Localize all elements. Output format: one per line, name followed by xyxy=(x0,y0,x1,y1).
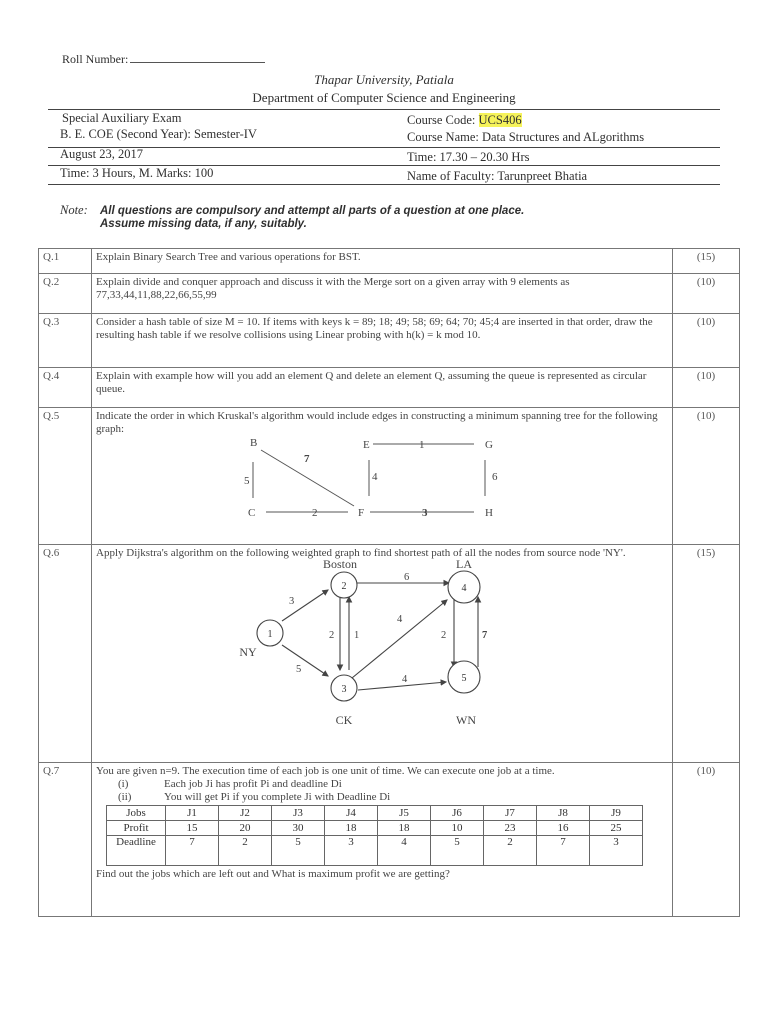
question-number: Q.7 xyxy=(39,763,92,917)
deadline-label: Deadline xyxy=(107,836,166,866)
kruskal-graph-container xyxy=(96,436,668,536)
node-c: C xyxy=(248,507,256,519)
question-text-q6 xyxy=(92,545,673,763)
city-ck: CK xyxy=(335,713,353,727)
deadline-cell: 7 xyxy=(537,836,590,866)
question-number: Q.4 xyxy=(39,368,92,408)
weight-2-3: 2 xyxy=(329,630,335,641)
profit-cell: 18 xyxy=(325,821,378,836)
deadline-row xyxy=(107,836,643,866)
questions-table xyxy=(38,248,740,917)
course-name: Course Name: Data Structures and ALgorithms xyxy=(407,130,645,144)
university-name: Thapar University, Patiala xyxy=(314,72,454,87)
jobs-header-cell: J6 xyxy=(431,806,484,821)
header-rule-2 xyxy=(48,147,720,148)
course-code-value: UCS406 xyxy=(478,113,522,127)
jobs-header-cell: J5 xyxy=(378,806,431,821)
department-name: Department of Computer Science and Engineering xyxy=(252,90,516,105)
profit-cell: 20 xyxy=(219,821,272,836)
deadline-cell: 4 xyxy=(378,836,431,866)
question-row xyxy=(39,314,740,368)
condition-1: (i) Each job Ji has profit Pi and deadline Di xyxy=(118,778,342,790)
jobs-header-cell: J2 xyxy=(219,806,272,821)
question-row xyxy=(39,249,740,274)
question-number: Q.3 xyxy=(39,314,92,368)
jobs-header-cell: J9 xyxy=(590,806,643,821)
profit-cell: 15 xyxy=(166,821,219,836)
question-marks: (15) xyxy=(673,545,740,763)
city-ny: NY xyxy=(239,645,257,659)
weight-3-2: 1 xyxy=(354,630,360,641)
kruskal-graph xyxy=(236,436,536,536)
question-number: Q.2 xyxy=(39,274,92,314)
weight-b-f: 7 xyxy=(304,453,310,465)
duration-marks: Time: 3 Hours, M. Marks: 100 xyxy=(60,166,214,180)
weight-e-f: 4 xyxy=(372,471,378,483)
jobs-table xyxy=(106,805,643,866)
profit-cell: 16 xyxy=(537,821,590,836)
deadline-cell: 3 xyxy=(325,836,378,866)
note-label: Note: xyxy=(60,203,88,217)
note-line-2: Assume missing data, if any, suitably. xyxy=(100,218,307,230)
condition-2: (ii) You will get Pi if you complete Ji with Deadline Di xyxy=(118,791,391,803)
exam-date: August 23, 2017 xyxy=(60,147,143,161)
q7-final-question: Find out the jobs which are left out and What is maximum profit we are getting? xyxy=(96,868,450,880)
header-rule-bottom xyxy=(48,184,720,185)
weight-f-h: 3 xyxy=(422,507,428,519)
profit-cell: 18 xyxy=(378,821,431,836)
node-e: E xyxy=(363,439,370,451)
weight-1-3: 5 xyxy=(296,664,302,675)
node-f: F xyxy=(358,507,365,519)
question-text-q5 xyxy=(92,408,673,545)
question-marks: (10) xyxy=(673,763,740,917)
profit-cell: 23 xyxy=(484,821,537,836)
node-g: G xyxy=(485,439,493,451)
node-3-label: 3 xyxy=(341,684,347,695)
question-row xyxy=(39,274,740,314)
node-4-label: 4 xyxy=(461,583,467,594)
city-la: LA xyxy=(456,560,472,571)
dijkstra-graph-container xyxy=(96,560,668,738)
jobs-header-cell: J1 xyxy=(166,806,219,821)
course-code: Course Code: UCS406 xyxy=(407,113,522,127)
question-marks: (15) xyxy=(673,249,740,274)
jobs-header-row xyxy=(107,806,643,821)
profit-cell: 25 xyxy=(590,821,643,836)
profit-label: Profit xyxy=(107,821,166,836)
question-row xyxy=(39,368,740,408)
node-5-label: 5 xyxy=(461,673,467,684)
roll-number-field xyxy=(62,52,265,67)
profit-cell: 30 xyxy=(272,821,325,836)
question-marks: (10) xyxy=(673,368,740,408)
exam-type: Special Auxiliary Exam xyxy=(62,111,182,125)
deadline-cell: 2 xyxy=(484,836,537,866)
weight-2-4: 6 xyxy=(404,572,410,583)
question-number: Q.6 xyxy=(39,545,92,763)
jobs-header-cell: J8 xyxy=(537,806,590,821)
question-text: Explain with example how will you add an element Q and delete an element Q, assuming the queue is represented as circular queue. xyxy=(92,368,673,408)
weight-c-f: 2 xyxy=(312,507,318,519)
node-h: H xyxy=(485,507,493,519)
edge-1-3 xyxy=(282,645,328,676)
weight-e-g: 1 xyxy=(419,439,425,451)
dijkstra-graph xyxy=(226,560,556,738)
weight-5-4: 7 xyxy=(482,630,488,641)
roll-number-label: Roll Number: xyxy=(62,52,129,66)
course-name-value: Data Structures and ALgorithms xyxy=(481,130,645,144)
question-row xyxy=(39,545,740,763)
question-text-q7 xyxy=(92,763,673,917)
question-text: Apply Dijkstra's algorithm on the following weighted graph to find shortest path of all the nodes from source node 'NY'. xyxy=(96,547,626,559)
weight-b-c: 5 xyxy=(244,475,250,487)
deadline-cell: 7 xyxy=(166,836,219,866)
weight-g-h: 6 xyxy=(492,471,498,483)
question-number: Q.1 xyxy=(39,249,92,274)
node-2-label: 2 xyxy=(341,581,347,592)
edge-3-4 xyxy=(352,600,447,678)
node-b: B xyxy=(250,437,258,449)
question-text: Explain divide and conquer approach and discuss it with the Merge sort on a given array with 9 elements as 77,33,44,11,88,22,66,55,99 xyxy=(92,274,673,314)
deadline-cell: 3 xyxy=(590,836,643,866)
city-boston: Boston xyxy=(322,560,358,571)
program: B. E. COE (Second Year): Semester-IV xyxy=(60,127,257,141)
weight-4-5: 2 xyxy=(441,630,447,641)
header-rule-top xyxy=(48,109,720,110)
question-row xyxy=(39,408,740,545)
deadline-cell: 5 xyxy=(431,836,484,866)
note xyxy=(60,203,525,230)
deadline-cell: 5 xyxy=(272,836,325,866)
exam-time: Time: 17.30 – 20.30 Hrs xyxy=(407,150,530,164)
question-text: You are given n=9. The execution time of each job is one unit of time. We can execute one job at a time. xyxy=(96,765,555,777)
profit-cell: 10 xyxy=(431,821,484,836)
question-marks: (10) xyxy=(673,314,740,368)
question-text: Explain Binary Search Tree and various operations for BST. xyxy=(92,249,673,274)
roll-number-blank xyxy=(130,52,265,63)
question-row xyxy=(39,763,740,917)
weight-1-2: 3 xyxy=(289,596,295,607)
note-line-1: All questions are compulsory and attempt all parts of a question at one place. xyxy=(100,205,525,217)
question-number: Q.5 xyxy=(39,408,92,545)
node-1-label: 1 xyxy=(267,629,273,640)
question-text: Indicate the order in which Kruskal's algorithm would include edges in constructing a minimum spanning tree for the following graph: xyxy=(96,410,658,435)
jobs-header-cell: J4 xyxy=(325,806,378,821)
weight-3-5: 4 xyxy=(402,674,408,685)
question-marks: (10) xyxy=(673,274,740,314)
question-text: Consider a hash table of size M = 10. If items with keys k = 89; 18; 49; 58; 69; 64; 70; 45;4 are inserted in that order, draw the resulting hash table if we resolve collisions using Linear probing with h(k) = k mod 10. xyxy=(92,314,673,368)
faculty-name: Name of Faculty: Tarunpreet Bhatia xyxy=(407,169,588,183)
jobs-header-cell: Jobs xyxy=(107,806,166,821)
weight-3-4: 4 xyxy=(397,614,403,625)
question-marks: (10) xyxy=(673,408,740,545)
profit-row xyxy=(107,821,643,836)
jobs-header-cell: J3 xyxy=(272,806,325,821)
deadline-cell: 2 xyxy=(219,836,272,866)
city-wn: WN xyxy=(456,713,476,727)
jobs-header-cell: J7 xyxy=(484,806,537,821)
